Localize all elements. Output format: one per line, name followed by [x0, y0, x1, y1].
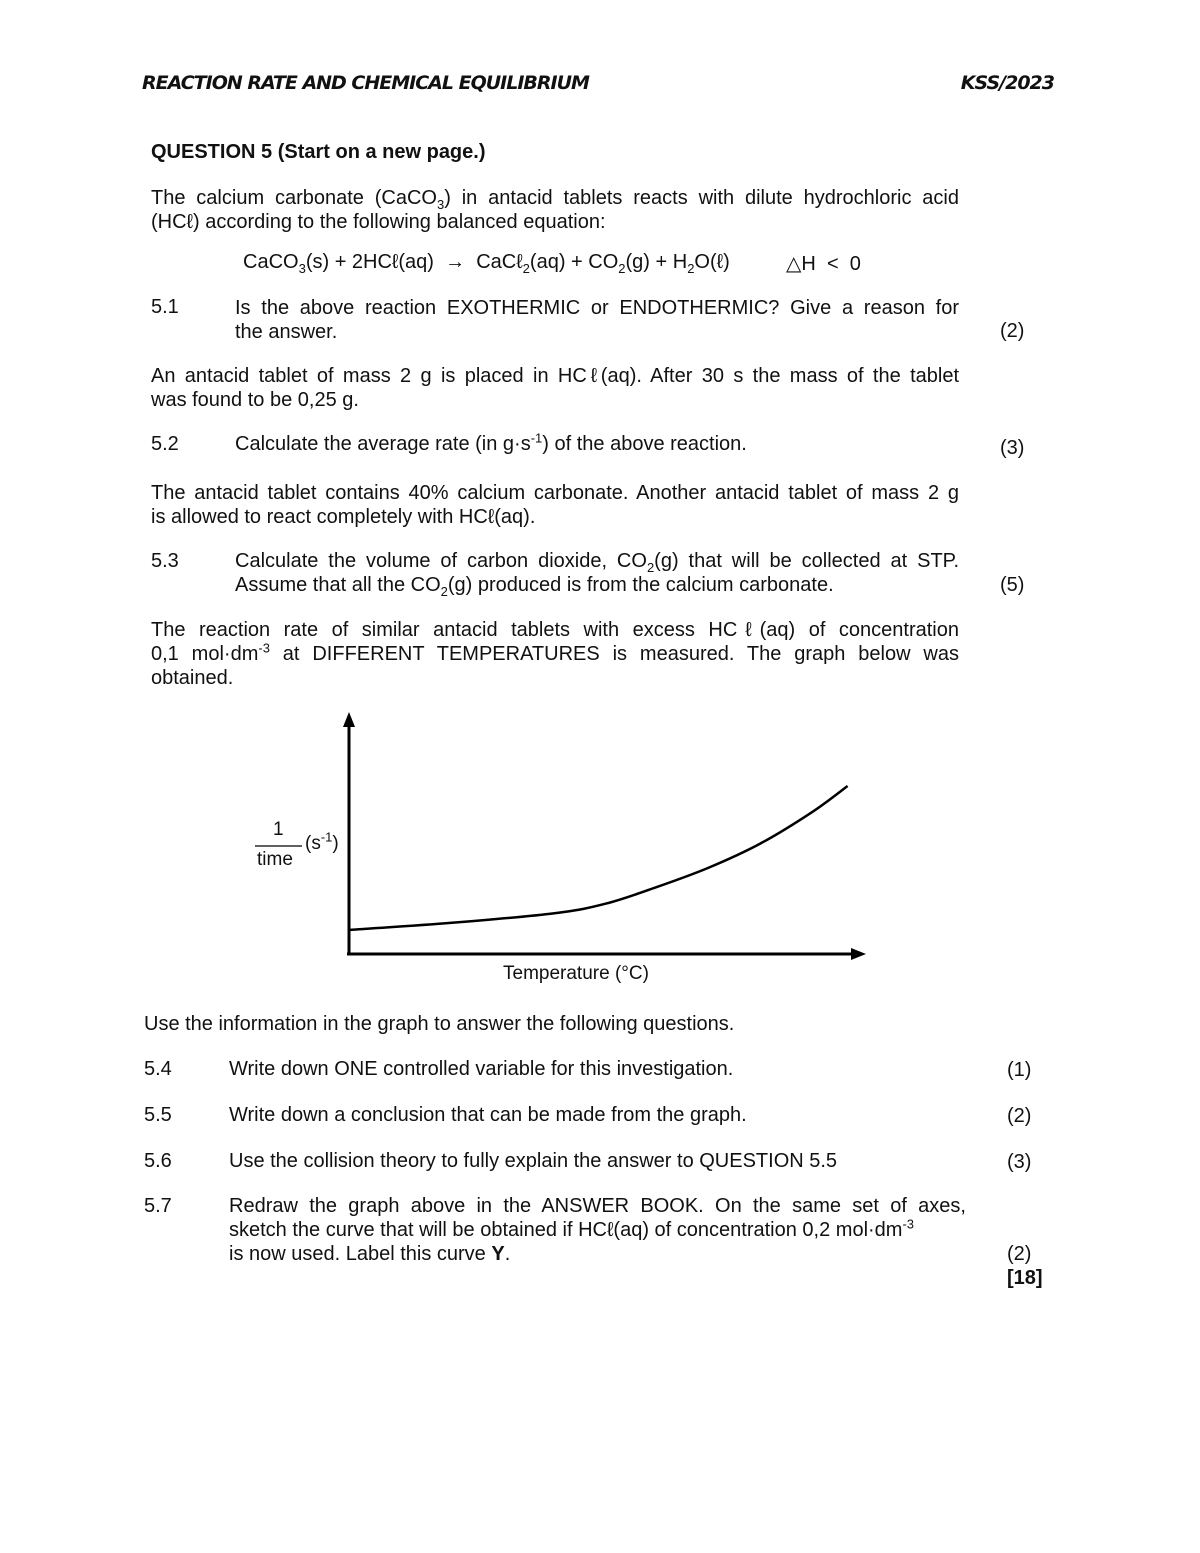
marks: (2): [1000, 320, 1025, 342]
question-5-6-text: Use the collision theory to fully explain the answer to QUESTION 5.5: [229, 1150, 838, 1172]
question-5-7-text: [229, 1194, 966, 1266]
intro-line-2: (HCℓ) according to the following balanced equation:: [151, 211, 606, 233]
question-number: 5.1: [151, 296, 179, 318]
question-title: QUESTION 5 (Start on a new page.): [151, 141, 486, 163]
question-5-2-text: Calculate the average rate (in $g\cdot s^{-1}$) of the above reaction.: [235, 430, 747, 455]
marks: (2): [1007, 1243, 1032, 1265]
ylabel-unit: $(s^{-1})$: [305, 829, 339, 854]
question-number: 5.4: [144, 1058, 172, 1080]
balanced-equation: CaCO$_3$(s) + 2HCℓ(aq) → CaCℓ$_2$(aq) + $CO_2(g)$ + $H_2O(\ell)$: [243, 251, 730, 276]
question-5-4-text: Write down ONE controlled variable for this investigation.: [229, 1058, 734, 1080]
question-number: 5.2: [151, 433, 179, 455]
tablet-line-2: was found to be 0,25 g.: [151, 389, 359, 411]
marks: (3): [1000, 437, 1025, 459]
composition-line-1: The antacid tablet contains 40% calcium carbonate. Another antacid tablet of mass 2 g: [151, 482, 959, 504]
question-5-7-line-3: is now used. Label this curve Y.: [229, 1243, 511, 1265]
ylabel-denominator: time: [257, 849, 293, 870]
xlabel: Temperature (°C): [503, 963, 649, 984]
marks: (2): [1007, 1105, 1032, 1127]
question-number: 5.7: [144, 1195, 172, 1217]
question-5-3-line-1: Calculate the volume of carbon dioxide, $CO_2(g)$ that will be collected at STP.: [235, 550, 959, 575]
question-5-1-line-2: the answer.: [235, 321, 338, 343]
intro-line-1: The calcium carbonate (CaCO$_3$) in antacid tablets reacts with dilute hydrochloric acid: [151, 187, 959, 212]
ylabel-numerator: 1: [273, 819, 284, 840]
header-code: KSS/2023: [960, 72, 1054, 94]
question-5-5-text: Write down a conclusion that can be made from the graph.: [229, 1104, 747, 1126]
y-axis-arrowhead: [343, 712, 355, 727]
marks: (1): [1007, 1059, 1032, 1081]
header-title: REACTION RATE AND CHEMICAL EQUILIBRIUM: [142, 72, 589, 94]
x-axis-arrowhead: [851, 948, 866, 960]
marks: (5): [1000, 574, 1025, 596]
enthalpy-change: △H < 0: [786, 253, 861, 275]
question-5-7-line-2: sketch the curve that will be obtained if HCℓ(aq) of concentration 0,2 $mol\cdot dm^{-3}$: [229, 1216, 915, 1241]
question-number: 5.5: [144, 1104, 172, 1126]
tablet-line-1: An antacid tablet of mass 2 g is placed in HCℓ(aq). After 30 s the mass of the tablet: [151, 365, 959, 387]
temperature-line-1: The reaction rate of similar antacid tablets with excess HCℓ(aq) of concentration: [151, 619, 959, 641]
question-number: 5.6: [144, 1150, 172, 1172]
question-5-1-line-1: Is the above reaction EXOTHERMIC or ENDOTHERMIC? Give a reason for: [235, 297, 959, 319]
use-info-text: Use the information in the graph to answer the following questions.: [144, 1013, 735, 1035]
temperature-line-3: obtained.: [151, 667, 234, 689]
temperature-line-2: 0,1 $mol\cdot dm^{-3}$ at DIFFERENT TEMPERATURES is measured. The graph below was: [151, 640, 959, 665]
marks: (3): [1007, 1151, 1032, 1173]
question-5-3-line-2: Assume that all the $CO_2(g)$ produced is from the calcium carbonate.: [235, 574, 834, 599]
total-marks: [18]: [1007, 1267, 1043, 1289]
question-5-7-line-1: Redraw the graph above in the ANSWER BOOK. On the same set of axes,: [229, 1195, 966, 1217]
composition-line-2: is allowed to react completely with HCℓ(aq).: [151, 506, 536, 528]
question-number: 5.3: [151, 550, 179, 572]
rate-curve: [349, 786, 848, 930]
